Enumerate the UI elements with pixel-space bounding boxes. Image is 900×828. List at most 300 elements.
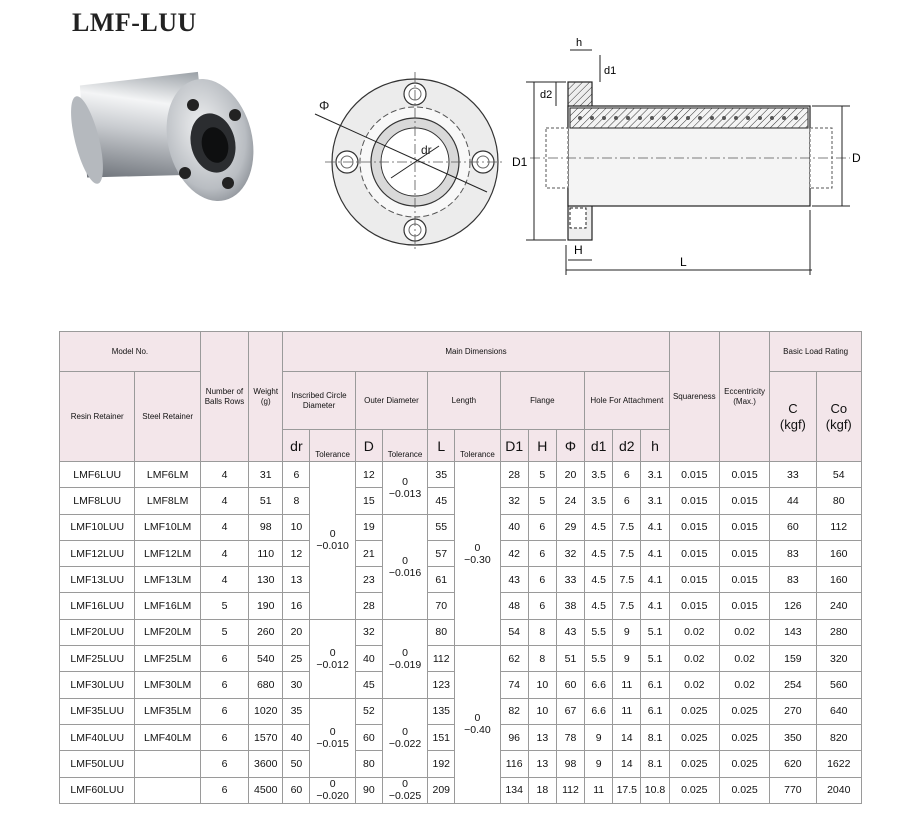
dr-cell: 50 xyxy=(283,751,310,777)
D1-header: D1 xyxy=(500,430,528,462)
D1-cell: 54 xyxy=(500,619,528,645)
sq-cell: 0.025 xyxy=(669,698,719,724)
balls-rows-cell: 4 xyxy=(200,540,248,566)
L-cell: 80 xyxy=(428,619,455,645)
resin-model-cell: LMF13LUU xyxy=(60,567,135,593)
dr-header: dr xyxy=(283,430,310,462)
weight-cell: 3600 xyxy=(249,751,283,777)
steel-model-cell: LMF10LM xyxy=(135,514,200,540)
phi-cell: 20 xyxy=(556,462,584,488)
D1-cell: 116 xyxy=(500,751,528,777)
h-cell: 3.1 xyxy=(641,488,669,514)
L-label: L xyxy=(680,255,687,269)
Co-cell: 2040 xyxy=(816,777,861,803)
model-no-header: Model No. xyxy=(60,332,201,372)
L-tolerance-cell-zero: 0 xyxy=(474,541,481,554)
d1-cell: 6.6 xyxy=(585,698,613,724)
balls-rows-cell: 4 xyxy=(200,514,248,540)
ecc-cell: 0.015 xyxy=(719,540,769,566)
steel-retainer-header: Steel Retainer xyxy=(135,372,200,462)
dr-tolerance-cell xyxy=(310,698,355,777)
D-cell: 80 xyxy=(355,751,382,777)
sq-cell: 0.02 xyxy=(669,672,719,698)
ecc-cell: 0.025 xyxy=(719,698,769,724)
L-cell: 151 xyxy=(428,724,455,750)
phi-label: Φ xyxy=(319,98,330,113)
h-cell: 4.1 xyxy=(641,593,669,619)
d2-cell: 6 xyxy=(613,488,641,514)
H-cell: 8 xyxy=(528,619,556,645)
dr-cell: 6 xyxy=(283,462,310,488)
weight-cell: 4500 xyxy=(249,777,283,803)
h-cell: 4.1 xyxy=(641,540,669,566)
dr-cell: 25 xyxy=(283,646,310,672)
h-cell: 3.1 xyxy=(641,462,669,488)
H-header: H xyxy=(528,430,556,462)
load-rating-header: Basic Load Rating xyxy=(770,332,862,372)
C-cell: 143 xyxy=(770,619,816,645)
outer-header: Outer Diameter xyxy=(355,372,427,430)
ecc-cell: 0.025 xyxy=(719,777,769,803)
bearing-photo xyxy=(65,45,255,225)
resin-model-cell: LMF25LUU xyxy=(60,646,135,672)
D1-cell: 62 xyxy=(500,646,528,672)
resin-model-cell: LMF20LUU xyxy=(60,619,135,645)
D-tolerance-cell xyxy=(382,462,427,515)
dr-cell: 10 xyxy=(283,514,310,540)
dr-label: dr xyxy=(421,143,432,157)
balls-rows-cell: 6 xyxy=(200,724,248,750)
weight-cell: 31 xyxy=(249,462,283,488)
phi-cell: 38 xyxy=(556,593,584,619)
H-label: H xyxy=(574,243,583,257)
h-cell: 5.1 xyxy=(641,646,669,672)
steel-model-cell: LMF12LM xyxy=(135,540,200,566)
phi-cell: 98 xyxy=(556,751,584,777)
steel-model-cell: LMF6LM xyxy=(135,462,200,488)
D-cell: 15 xyxy=(355,488,382,514)
L-tolerance-cell xyxy=(455,462,500,646)
balls-rows-cell: 4 xyxy=(200,567,248,593)
d1-cell: 3.5 xyxy=(585,488,613,514)
d1-cell: 6.6 xyxy=(585,672,613,698)
D1-cell: 32 xyxy=(500,488,528,514)
Co-cell: 160 xyxy=(816,567,861,593)
table-row xyxy=(60,646,862,672)
L-cell: 135 xyxy=(428,698,455,724)
D-header: D xyxy=(355,430,382,462)
L-cell: 209 xyxy=(428,777,455,803)
D-tolerance-cell xyxy=(382,619,427,698)
resin-model-cell: LMF16LUU xyxy=(60,593,135,619)
dr-cell: 20 xyxy=(283,619,310,645)
C-header xyxy=(770,372,816,462)
d2-cell: 14 xyxy=(613,751,641,777)
C-cell: 620 xyxy=(770,751,816,777)
L-header: L xyxy=(428,430,455,462)
D-cell: 19 xyxy=(355,514,382,540)
sq-cell: 0.02 xyxy=(669,646,719,672)
ecc-cell: 0.02 xyxy=(719,646,769,672)
weight-cell: 260 xyxy=(249,619,283,645)
D1-cell: 42 xyxy=(500,540,528,566)
h-cell: 4.1 xyxy=(641,514,669,540)
resin-model-cell: LMF35LUU xyxy=(60,698,135,724)
phi-cell: 32 xyxy=(556,540,584,566)
weight-cell: 680 xyxy=(249,672,283,698)
h-header: h xyxy=(641,430,669,462)
dr-cell: 12 xyxy=(283,540,310,566)
D-tolerance-cell-zero: 0 xyxy=(402,725,408,738)
Co-cell: 240 xyxy=(816,593,861,619)
h-cell: 4.1 xyxy=(641,567,669,593)
D-cell: 52 xyxy=(355,698,382,724)
D-tolerance-cell-value: −0.013 xyxy=(388,487,422,500)
L-tolerance-cell-zero: 0 xyxy=(474,712,481,725)
C-cell: 254 xyxy=(770,672,816,698)
table-row xyxy=(60,462,862,488)
L-cell: 35 xyxy=(428,462,455,488)
dr-cell: 40 xyxy=(283,724,310,750)
balls-rows-cell: 6 xyxy=(200,777,248,803)
d2-header: d2 xyxy=(613,430,641,462)
D-tolerance-cell-value: −0.016 xyxy=(388,566,422,579)
dr-cell: 13 xyxy=(283,567,310,593)
D-tolerance-cell-value: −0.019 xyxy=(388,658,422,671)
d2-cell: 6 xyxy=(613,462,641,488)
Co-cell: 80 xyxy=(816,488,861,514)
resin-model-cell: LMF12LUU xyxy=(60,540,135,566)
d1-cell: 4.5 xyxy=(585,567,613,593)
ecc-cell: 0.015 xyxy=(719,514,769,540)
eccentricity-header: Eccentricity (Max.) xyxy=(719,332,769,462)
steel-model-cell: LMF13LM xyxy=(135,567,200,593)
C-label: C xyxy=(788,400,798,416)
balls-rows-header: Number of Balls Rows xyxy=(200,332,248,462)
D-cell: 28 xyxy=(355,593,382,619)
h-cell: 5.1 xyxy=(641,619,669,645)
L-cell: 61 xyxy=(428,567,455,593)
d1-label: d1 xyxy=(604,65,617,77)
phi-cell: 60 xyxy=(556,672,584,698)
d1-header: d1 xyxy=(585,430,613,462)
resin-retainer-header: Resin Retainer xyxy=(60,372,135,462)
h-cell: 6.1 xyxy=(641,698,669,724)
ecc-cell: 0.015 xyxy=(719,567,769,593)
d1-cell: 11 xyxy=(585,777,613,803)
steel-model-cell: LMF16LM xyxy=(135,593,200,619)
ecc-cell: 0.015 xyxy=(719,462,769,488)
balls-rows-cell: 4 xyxy=(200,462,248,488)
weight-cell: 98 xyxy=(249,514,283,540)
L-cell: 70 xyxy=(428,593,455,619)
sq-cell: 0.015 xyxy=(669,488,719,514)
H-cell: 13 xyxy=(528,724,556,750)
h-label: h xyxy=(576,37,583,49)
d2-cell: 9 xyxy=(613,646,641,672)
ecc-cell: 0.015 xyxy=(719,488,769,514)
H-cell: 10 xyxy=(528,698,556,724)
sq-cell: 0.015 xyxy=(669,462,719,488)
weight-cell: 110 xyxy=(249,540,283,566)
C-cell: 44 xyxy=(770,488,816,514)
dr-tolerance-cell xyxy=(310,462,355,620)
h-cell: 8.1 xyxy=(641,724,669,750)
dr-tolerance-cell-value: −0.020 xyxy=(316,790,349,803)
weight-cell: 51 xyxy=(249,488,283,514)
dr-tolerance-header: Tolerance xyxy=(310,430,355,462)
d2-cell: 7.5 xyxy=(613,593,641,619)
d1-cell: 4.5 xyxy=(585,540,613,566)
d2-cell: 7.5 xyxy=(613,540,641,566)
D-label: D xyxy=(852,151,861,165)
balls-rows-cell: 6 xyxy=(200,646,248,672)
inscribed-header: Inscribed Circle Diameter xyxy=(283,372,355,430)
dr-cell: 35 xyxy=(283,698,310,724)
hole-header: Hole For Attachment xyxy=(585,372,670,430)
flange-header: Flange xyxy=(500,372,584,430)
phi-cell: 112 xyxy=(556,777,584,803)
dr-cell: 30 xyxy=(283,672,310,698)
ecc-cell: 0.015 xyxy=(719,593,769,619)
phi-cell: 51 xyxy=(556,646,584,672)
D1-cell: 40 xyxy=(500,514,528,540)
phi-cell: 33 xyxy=(556,567,584,593)
main-dimensions-header: Main Dimensions xyxy=(283,332,669,372)
spec-table-body xyxy=(60,462,862,804)
C-cell: 83 xyxy=(770,540,816,566)
steel-model-cell: LMF20LM xyxy=(135,619,200,645)
h-cell: 8.1 xyxy=(641,751,669,777)
C-cell: 83 xyxy=(770,567,816,593)
weight-cell: 130 xyxy=(249,567,283,593)
D-cell: 45 xyxy=(355,672,382,698)
dr-tolerance-cell-zero: 0 xyxy=(329,646,336,659)
balls-rows-cell: 4 xyxy=(200,488,248,514)
L-tolerance-header: Tolerance xyxy=(455,430,500,462)
D-tolerance-header: Tolerance xyxy=(382,430,427,462)
H-cell: 5 xyxy=(528,462,556,488)
D1-cell: 28 xyxy=(500,462,528,488)
sq-cell: 0.025 xyxy=(669,777,719,803)
weight-cell: 540 xyxy=(249,646,283,672)
d2-cell: 14 xyxy=(613,724,641,750)
D-tolerance-cell-zero: 0 xyxy=(402,475,408,488)
dr-tolerance-cell-zero: 0 xyxy=(329,778,336,791)
ecc-cell: 0.02 xyxy=(719,672,769,698)
Co-header xyxy=(816,372,861,462)
h-cell: 10.8 xyxy=(641,777,669,803)
D-cell: 90 xyxy=(355,777,382,803)
sq-cell: 0.015 xyxy=(669,567,719,593)
dr-cell: 60 xyxy=(283,777,310,803)
Co-cell: 640 xyxy=(816,698,861,724)
H-cell: 18 xyxy=(528,777,556,803)
C-cell: 60 xyxy=(770,514,816,540)
Co-unit: (kgf) xyxy=(825,416,852,432)
D-tolerance-cell-zero: 0 xyxy=(402,554,408,567)
product-title: LMF-LUU xyxy=(72,8,197,37)
D-cell: 40 xyxy=(355,646,382,672)
d2-cell: 17.5 xyxy=(613,777,641,803)
H-cell: 10 xyxy=(528,672,556,698)
d1-cell: 5.5 xyxy=(585,646,613,672)
D-tolerance-cell-value: −0.025 xyxy=(388,790,422,803)
phi-header: Φ xyxy=(556,430,584,462)
D-cell: 21 xyxy=(355,540,382,566)
d2-cell: 11 xyxy=(613,672,641,698)
D1-cell: 96 xyxy=(500,724,528,750)
side-view-drawing xyxy=(500,30,880,290)
phi-cell: 78 xyxy=(556,724,584,750)
Co-cell: 1622 xyxy=(816,751,861,777)
steel-model-cell: LMF35LM xyxy=(135,698,200,724)
Co-cell: 160 xyxy=(816,540,861,566)
C-cell: 270 xyxy=(770,698,816,724)
d2-cell: 7.5 xyxy=(613,567,641,593)
D1-cell: 74 xyxy=(500,672,528,698)
resin-model-cell: LMF40LUU xyxy=(60,724,135,750)
front-view-drawing xyxy=(305,52,530,272)
spec-table xyxy=(59,331,862,804)
L-cell: 55 xyxy=(428,514,455,540)
d2-label: d2 xyxy=(540,89,553,101)
C-unit: (kgf) xyxy=(779,416,806,432)
steel-model-cell: LMF8LM xyxy=(135,488,200,514)
dr-tolerance-cell-zero: 0 xyxy=(329,725,336,738)
length-header: Length xyxy=(428,372,500,430)
resin-model-cell: LMF30LUU xyxy=(60,672,135,698)
L-tolerance-cell-value: −0.40 xyxy=(464,724,491,737)
phi-cell: 67 xyxy=(556,698,584,724)
weight-cell: 1020 xyxy=(249,698,283,724)
steel-model-cell xyxy=(135,777,200,803)
dr-cell: 16 xyxy=(283,593,310,619)
D-cell: 12 xyxy=(355,462,382,488)
phi-cell: 24 xyxy=(556,488,584,514)
D-cell: 32 xyxy=(355,619,382,645)
H-cell: 6 xyxy=(528,593,556,619)
C-cell: 126 xyxy=(770,593,816,619)
H-cell: 6 xyxy=(528,514,556,540)
L-cell: 123 xyxy=(428,672,455,698)
sq-cell: 0.015 xyxy=(669,514,719,540)
H-cell: 13 xyxy=(528,751,556,777)
resin-model-cell: LMF50LUU xyxy=(60,751,135,777)
dr-tolerance-cell-value: −0.010 xyxy=(316,540,349,553)
d1-cell: 3.5 xyxy=(585,462,613,488)
ecc-cell: 0.025 xyxy=(719,724,769,750)
weight-header: Weight (g) xyxy=(249,332,283,462)
sq-cell: 0.02 xyxy=(669,619,719,645)
H-cell: 8 xyxy=(528,646,556,672)
D-tolerance-cell xyxy=(382,777,427,803)
steel-model-cell: LMF30LM xyxy=(135,672,200,698)
dr-tolerance-cell-value: −0.015 xyxy=(316,737,349,750)
resin-model-cell: LMF6LUU xyxy=(60,462,135,488)
dr-tolerance-cell xyxy=(310,777,355,803)
sq-cell: 0.025 xyxy=(669,751,719,777)
resin-model-cell: LMF60LUU xyxy=(60,777,135,803)
D1-cell: 134 xyxy=(500,777,528,803)
C-cell: 159 xyxy=(770,646,816,672)
balls-rows-cell: 6 xyxy=(200,698,248,724)
L-cell: 112 xyxy=(428,646,455,672)
dr-tolerance-cell-value: −0.012 xyxy=(316,658,349,671)
ecc-cell: 0.025 xyxy=(719,751,769,777)
dr-tolerance-cell xyxy=(310,619,355,698)
D1-label: D1 xyxy=(512,155,528,169)
squareness-header: Squareness xyxy=(669,332,719,462)
D1-cell: 48 xyxy=(500,593,528,619)
Co-cell: 280 xyxy=(816,619,861,645)
L-cell: 192 xyxy=(428,751,455,777)
D-cell: 60 xyxy=(355,724,382,750)
balls-rows-cell: 5 xyxy=(200,619,248,645)
Co-cell: 560 xyxy=(816,672,861,698)
C-cell: 33 xyxy=(770,462,816,488)
d1-cell: 5.5 xyxy=(585,619,613,645)
steel-model-cell: LMF40LM xyxy=(135,724,200,750)
dr-tolerance-cell-zero: 0 xyxy=(329,528,336,541)
h-cell: 6.1 xyxy=(641,672,669,698)
D-cell: 23 xyxy=(355,567,382,593)
sq-cell: 0.015 xyxy=(669,540,719,566)
D-tolerance-cell-value: −0.022 xyxy=(388,737,422,750)
L-cell: 57 xyxy=(428,540,455,566)
Co-cell: 112 xyxy=(816,514,861,540)
D-tolerance-cell-zero: 0 xyxy=(402,778,408,791)
D-tolerance-cell-zero: 0 xyxy=(402,646,408,659)
resin-model-cell: LMF10LUU xyxy=(60,514,135,540)
d1-cell: 9 xyxy=(585,724,613,750)
weight-cell: 1570 xyxy=(249,724,283,750)
weight-cell: 190 xyxy=(249,593,283,619)
d1-cell: 9 xyxy=(585,751,613,777)
ecc-cell: 0.02 xyxy=(719,619,769,645)
H-cell: 6 xyxy=(528,567,556,593)
C-cell: 770 xyxy=(770,777,816,803)
Co-cell: 54 xyxy=(816,462,861,488)
d1-cell: 4.5 xyxy=(585,593,613,619)
L-tolerance-cell xyxy=(455,646,500,804)
D-tolerance-cell xyxy=(382,698,427,777)
H-cell: 6 xyxy=(528,540,556,566)
D-tolerance-cell xyxy=(382,514,427,619)
D1-cell: 82 xyxy=(500,698,528,724)
resin-model-cell: LMF8LUU xyxy=(60,488,135,514)
sq-cell: 0.025 xyxy=(669,724,719,750)
steel-model-cell: LMF25LM xyxy=(135,646,200,672)
Co-label: Co xyxy=(830,400,848,416)
balls-rows-cell: 5 xyxy=(200,593,248,619)
d1-cell: 4.5 xyxy=(585,514,613,540)
d2-cell: 7.5 xyxy=(613,514,641,540)
balls-rows-cell: 6 xyxy=(200,751,248,777)
C-cell: 350 xyxy=(770,724,816,750)
balls-rows-cell: 6 xyxy=(200,672,248,698)
H-cell: 5 xyxy=(528,488,556,514)
d2-cell: 11 xyxy=(613,698,641,724)
Co-cell: 320 xyxy=(816,646,861,672)
d2-cell: 9 xyxy=(613,619,641,645)
L-cell: 45 xyxy=(428,488,455,514)
phi-cell: 29 xyxy=(556,514,584,540)
L-tolerance-cell-value: −0.30 xyxy=(464,553,491,566)
dr-cell: 8 xyxy=(283,488,310,514)
D1-cell: 43 xyxy=(500,567,528,593)
steel-model-cell xyxy=(135,751,200,777)
